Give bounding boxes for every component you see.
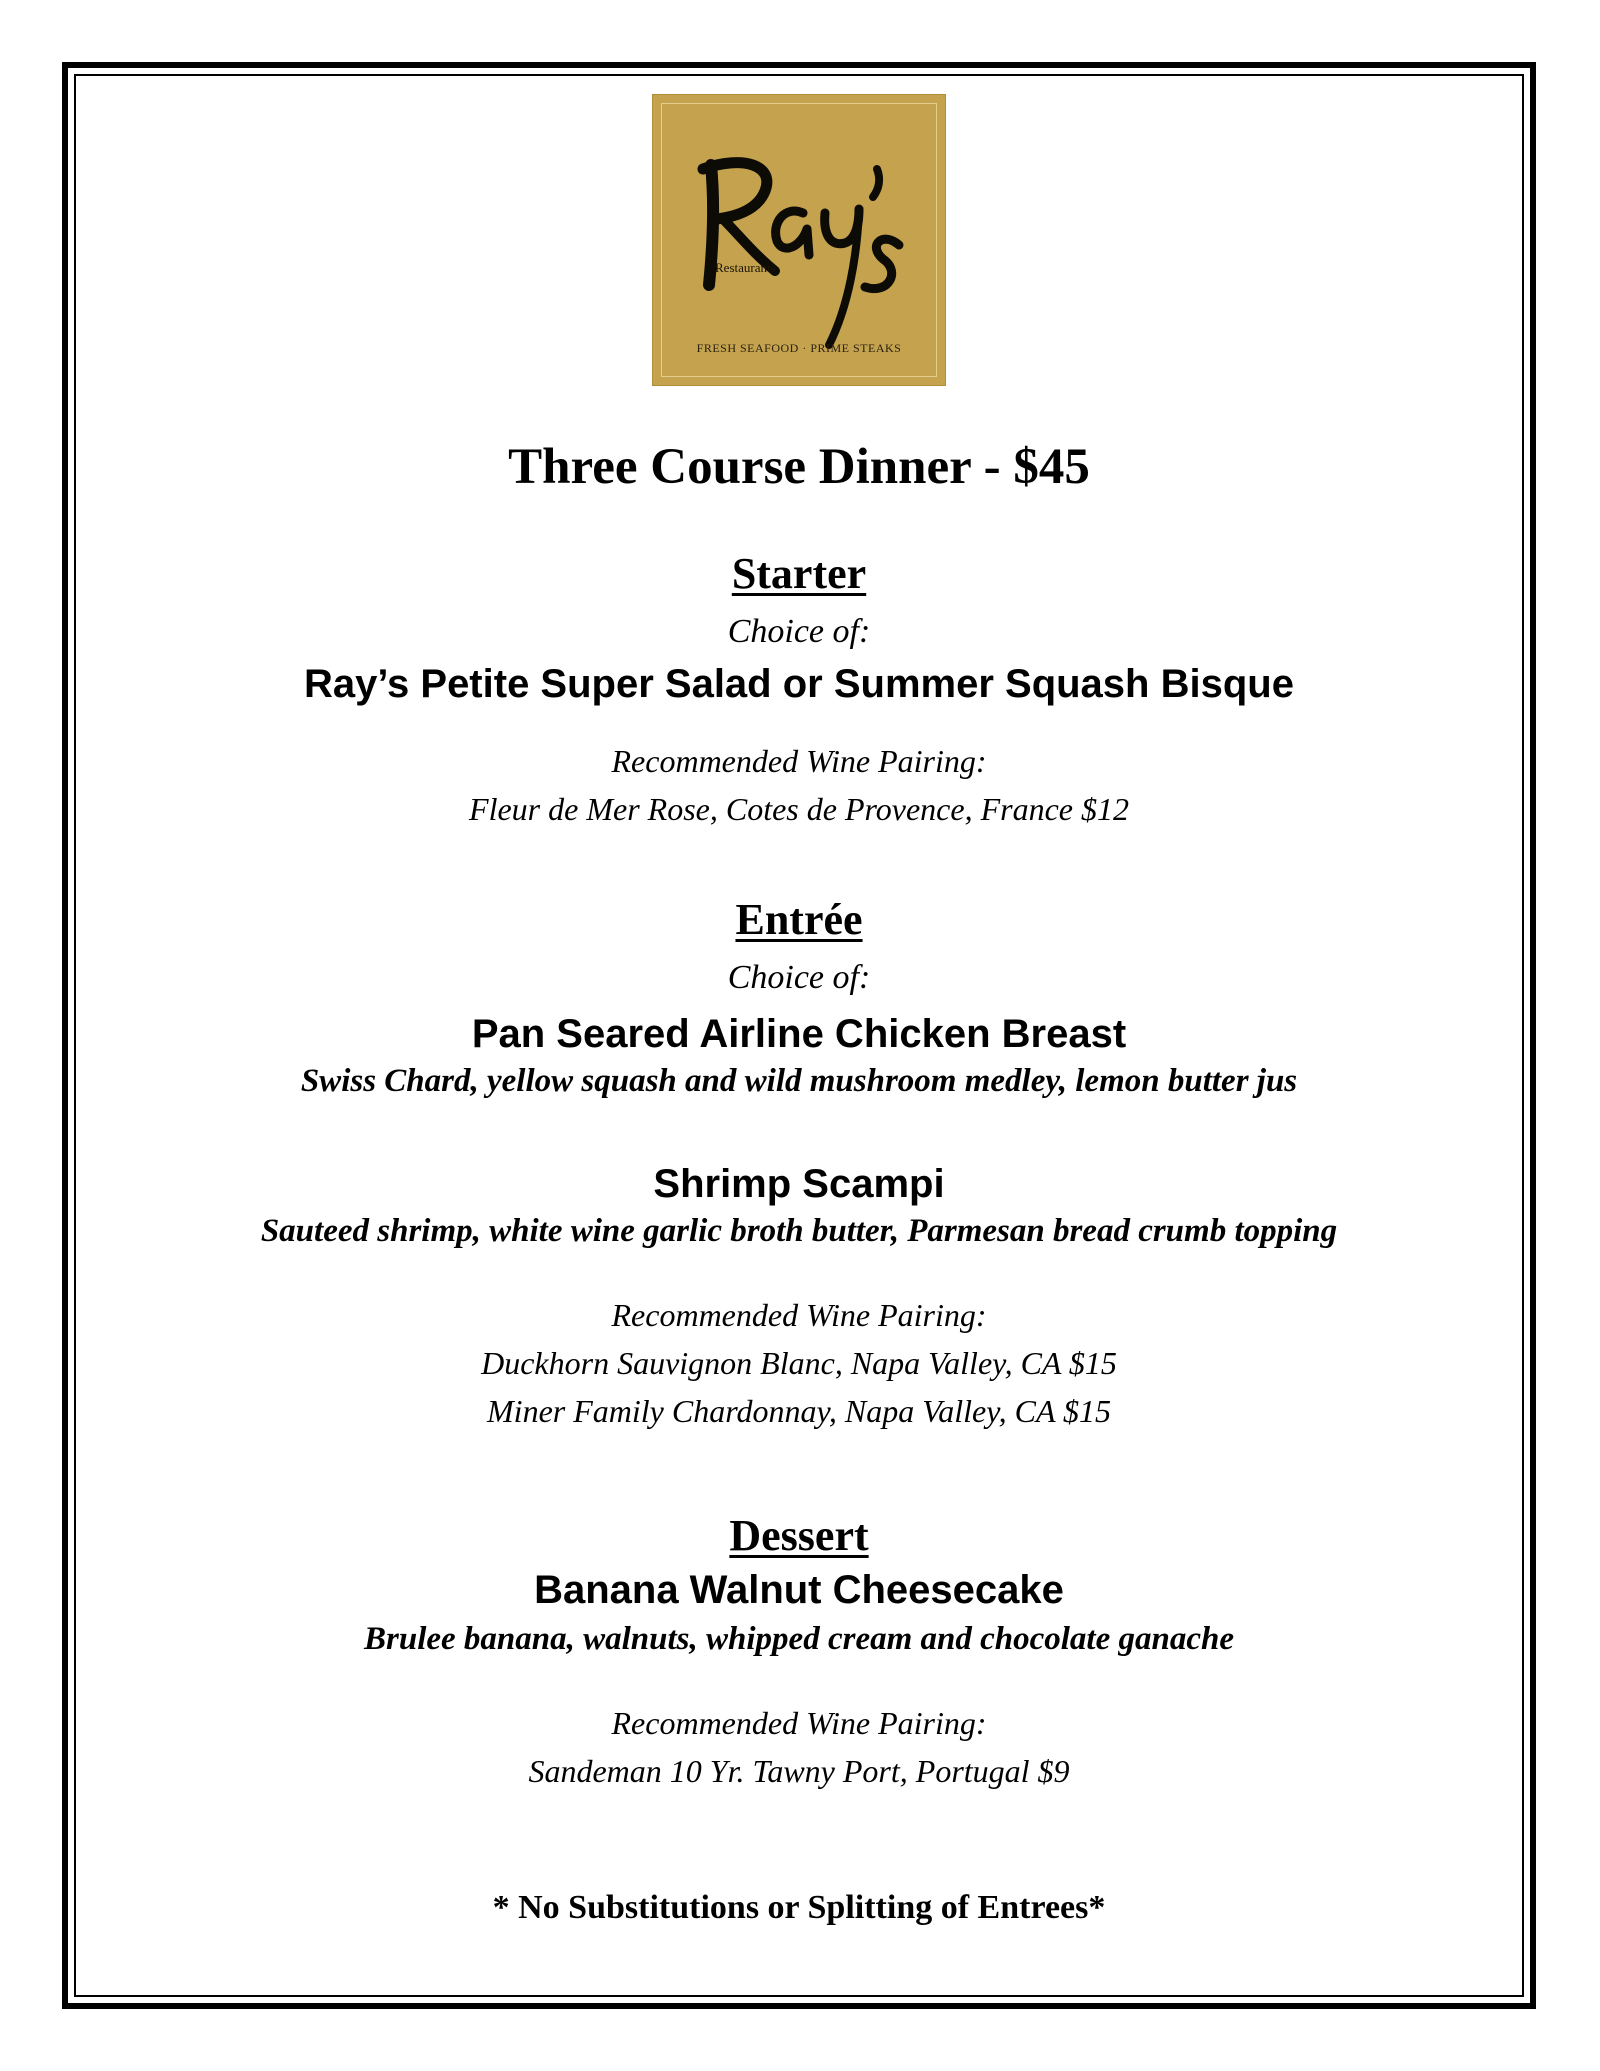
entree-wine: Miner Family Chardonnay, Napa Valley, CA $15	[487, 1393, 1111, 1429]
logo-subtitle: Restaurants	[715, 260, 776, 275]
dessert-description: Brulee banana, walnuts, whipped cream and chocolate ganache	[364, 1621, 1234, 1657]
entree-dish-name: Shrimp Scampi	[653, 1162, 945, 1206]
menu-title: Three Course Dinner - $45	[508, 439, 1090, 495]
entree-dish-description: Sauteed shrimp, white wine garlic broth butter, Parmesan bread crumb topping	[260, 1213, 1338, 1249]
entree-heading: Entrée	[735, 895, 863, 944]
dessert-wine-label: Recommended Wine Pairing:	[611, 1705, 987, 1741]
starter-heading: Starter	[731, 549, 867, 598]
entree-choice-label: Choice of:	[727, 959, 871, 996]
starter-wine: Fleur de Mer Rose, Cotes de Provence, France $12	[469, 791, 1129, 827]
footer-note: * No Substitutions or Splitting of Entrees*	[492, 1889, 1106, 1926]
entree-wine-label: Recommended Wine Pairing:	[611, 1297, 987, 1333]
entree-wine: Duckhorn Sauvignon Blanc, Napa Valley, CA $15	[481, 1345, 1117, 1381]
starter-choice-label: Choice of:	[727, 613, 871, 650]
starter-wine-label: Recommended Wine Pairing:	[611, 743, 987, 779]
dessert-dish: Banana Walnut Cheesecake	[534, 1568, 1064, 1612]
dessert-heading: Dessert	[729, 1511, 869, 1560]
entree-dish-description: Swiss Chard, yellow squash and wild mushroom medley, lemon butter jus	[300, 1063, 1298, 1099]
logo-tagline: FRESH SEAFOOD · PRIME STEAKS	[696, 341, 902, 355]
dessert-wine: Sandeman 10 Yr. Tawny Port, Portugal $9	[528, 1753, 1070, 1789]
starter-dish: Ray’s Petite Super Salad or Summer Squash Bisque	[304, 662, 1294, 706]
entree-dish-name: Pan Seared Airline Chicken Breast	[471, 1012, 1127, 1056]
rays-logo	[652, 94, 946, 386]
